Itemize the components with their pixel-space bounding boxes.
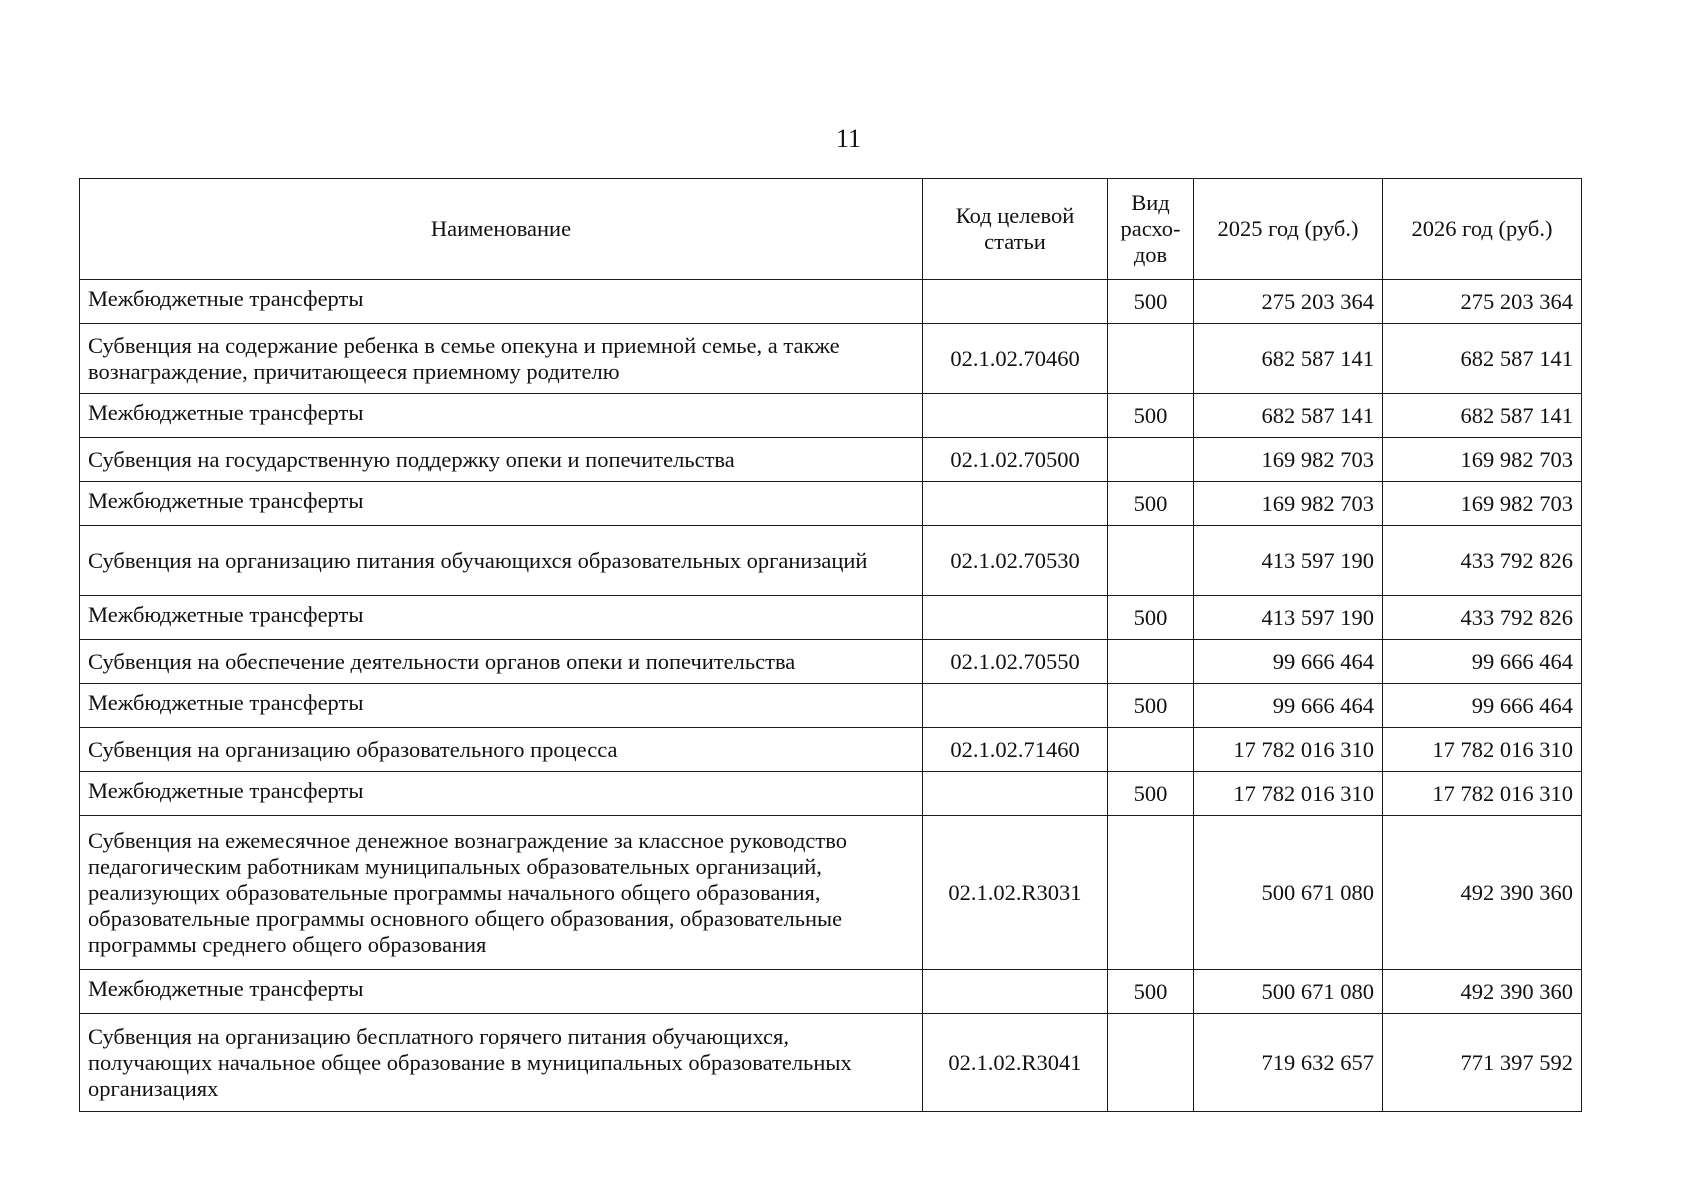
- table-row: [80, 772, 1582, 816]
- table-body: [80, 280, 1582, 1112]
- cell-expense-type: [1108, 1014, 1194, 1112]
- table-row: [80, 640, 1582, 684]
- cell-name: Субвенция на организацию питания обучающихся образовательных организаций: [80, 526, 923, 596]
- cell-expense-type: 500: [1108, 772, 1194, 816]
- table-row: [80, 596, 1582, 640]
- cell-code: 02.1.02.70500: [923, 438, 1108, 482]
- cell-expense-type: 500: [1108, 394, 1194, 438]
- cell-2026: 433 792 826: [1383, 596, 1582, 640]
- cell-2025: 413 597 190: [1194, 526, 1383, 596]
- cell-code: [923, 482, 1108, 526]
- cell-expense-type: [1108, 324, 1194, 394]
- cell-expense-type: [1108, 640, 1194, 684]
- cell-2025: 682 587 141: [1194, 324, 1383, 394]
- cell-expense-type: 500: [1108, 482, 1194, 526]
- cell-2026: 99 666 464: [1383, 684, 1582, 728]
- cell-expense-type: 500: [1108, 596, 1194, 640]
- table-row: [80, 684, 1582, 728]
- cell-2025: 17 782 016 310: [1194, 728, 1383, 772]
- cell-code: 02.1.02.70550: [923, 640, 1108, 684]
- cell-name: Межбюджетные трансферты: [80, 280, 923, 324]
- cell-name: Межбюджетные трансферты: [80, 482, 923, 526]
- cell-code: [923, 596, 1108, 640]
- table-row: [80, 526, 1582, 596]
- cell-name: Межбюджетные трансферты: [80, 684, 923, 728]
- cell-2025: 719 632 657: [1194, 1014, 1383, 1112]
- cell-code: [923, 772, 1108, 816]
- cell-expense-type: 500: [1108, 280, 1194, 324]
- budget-table: [79, 178, 1582, 1112]
- cell-expense-type: 500: [1108, 970, 1194, 1014]
- cell-name: Субвенция на государственную поддержку опеки и попечительства: [80, 438, 923, 482]
- cell-2026: 169 982 703: [1383, 438, 1582, 482]
- cell-name: Межбюджетные трансферты: [80, 772, 923, 816]
- cell-2026: 17 782 016 310: [1383, 728, 1582, 772]
- cell-code: 02.1.02.R3031: [923, 816, 1108, 970]
- table-row: [80, 438, 1582, 482]
- cell-2026: 99 666 464: [1383, 640, 1582, 684]
- cell-2026: 169 982 703: [1383, 482, 1582, 526]
- table-header-row: [80, 179, 1582, 280]
- header-name: Наименование: [80, 179, 923, 280]
- table-row: [80, 324, 1582, 394]
- cell-2026: 433 792 826: [1383, 526, 1582, 596]
- table-row: [80, 1014, 1582, 1112]
- cell-2026: 771 397 592: [1383, 1014, 1582, 1112]
- table-row: [80, 816, 1582, 970]
- table-row: [80, 280, 1582, 324]
- cell-name: Межбюджетные трансферты: [80, 596, 923, 640]
- table-row: [80, 728, 1582, 772]
- cell-code: [923, 684, 1108, 728]
- header-type: Вид расхо-дов: [1108, 179, 1194, 280]
- cell-expense-type: [1108, 438, 1194, 482]
- cell-code: 02.1.02.70460: [923, 324, 1108, 394]
- cell-2026: 492 390 360: [1383, 970, 1582, 1014]
- cell-2026: 682 587 141: [1383, 324, 1582, 394]
- cell-2026: 492 390 360: [1383, 816, 1582, 970]
- cell-2025: 413 597 190: [1194, 596, 1383, 640]
- cell-expense-type: [1108, 526, 1194, 596]
- header-2026: 2026 год (руб.): [1383, 179, 1582, 280]
- table-row: [80, 970, 1582, 1014]
- cell-name: Субвенция на организацию бесплатного горячего питания обучающихся, получающих начальное общее образование в муниципальных образовательных организациях: [80, 1014, 923, 1112]
- cell-code: 02.1.02.70530: [923, 526, 1108, 596]
- page-number: 11: [835, 124, 862, 153]
- header-2025: 2025 год (руб.): [1194, 179, 1383, 280]
- cell-2026: 17 782 016 310: [1383, 772, 1582, 816]
- cell-2025: 682 587 141: [1194, 394, 1383, 438]
- header-code: Код целевой статьи: [923, 179, 1108, 280]
- cell-2025: 169 982 703: [1194, 438, 1383, 482]
- cell-2025: 169 982 703: [1194, 482, 1383, 526]
- cell-name: Субвенция на ежемесячное денежное вознаграждение за классное руководство педагогическим работникам муниципальных образовательных организаций, реализующих образовательные программы начального общего образования, образовательные программы основного общего образования, образовательные программы среднего общего образования: [80, 816, 923, 970]
- cell-2026: 682 587 141: [1383, 394, 1582, 438]
- cell-2025: 99 666 464: [1194, 640, 1383, 684]
- cell-2026: 275 203 364: [1383, 280, 1582, 324]
- cell-name: Субвенция на организацию образовательного процесса: [80, 728, 923, 772]
- cell-expense-type: 500: [1108, 684, 1194, 728]
- cell-2025: 500 671 080: [1194, 970, 1383, 1014]
- cell-name: Межбюджетные трансферты: [80, 970, 923, 1014]
- cell-code: [923, 394, 1108, 438]
- cell-code: 02.1.02.R3041: [923, 1014, 1108, 1112]
- cell-code: [923, 280, 1108, 324]
- table-row: [80, 394, 1582, 438]
- cell-2025: 275 203 364: [1194, 280, 1383, 324]
- cell-2025: 17 782 016 310: [1194, 772, 1383, 816]
- cell-name: Субвенция на содержание ребенка в семье опекуна и приемной семье, а также вознаграждение, причитающееся приемному родителю: [80, 324, 923, 394]
- cell-2025: 99 666 464: [1194, 684, 1383, 728]
- table-row: [80, 482, 1582, 526]
- cell-name: Субвенция на обеспечение деятельности органов опеки и попечительства: [80, 640, 923, 684]
- cell-code: [923, 970, 1108, 1014]
- cell-expense-type: [1108, 728, 1194, 772]
- cell-2025: 500 671 080: [1194, 816, 1383, 970]
- cell-name: Межбюджетные трансферты: [80, 394, 923, 438]
- cell-expense-type: [1108, 816, 1194, 970]
- cell-code: 02.1.02.71460: [923, 728, 1108, 772]
